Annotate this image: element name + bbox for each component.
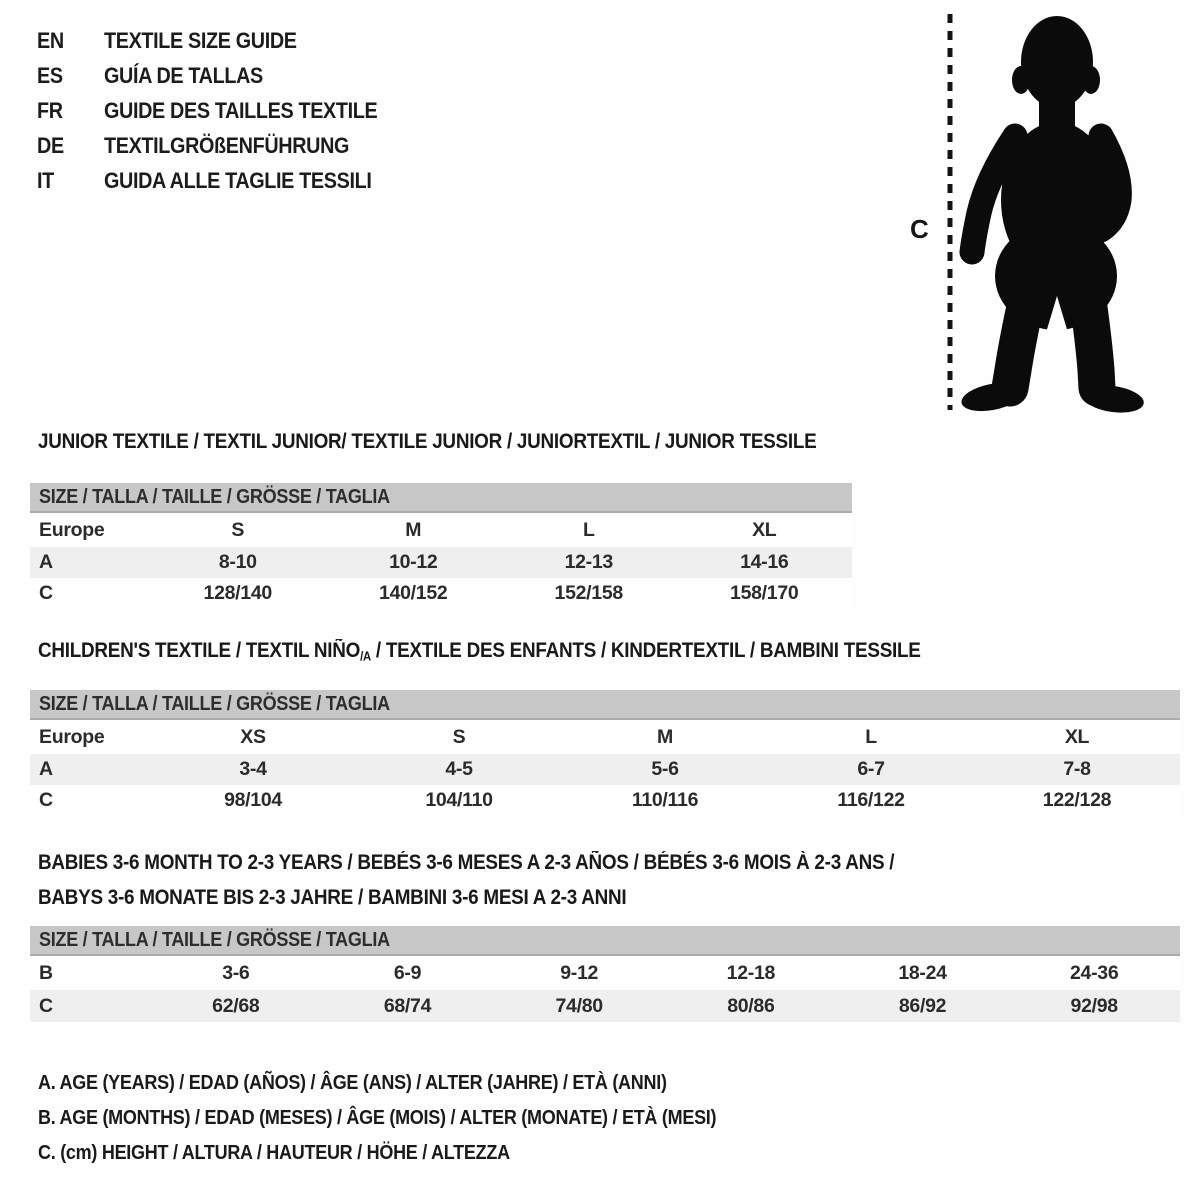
table-row-height [30,578,852,609]
row-label: C [39,994,53,1017]
height-value: 98/104 [224,789,282,811]
age-months-value: 6-9 [393,961,422,984]
language-label: TEXTILE SIZE GUIDE [104,28,297,53]
age-months-value: 18-24 [898,961,947,984]
height-value: 110/116 [631,789,699,811]
height-value: 68/74 [383,994,432,1017]
row-label: B [39,961,53,984]
age-months-value: 12-18 [726,961,776,984]
size-labels-row [30,720,1180,754]
legend-line-a: A. AGE (YEARS) / EDAD (AÑOS) / ÂGE (ANS) / ALTER (JAHRE) / ETÀ (ANNI) [38,1072,667,1094]
age-value: 8-10 [218,551,257,573]
height-value: 92/98 [1070,994,1118,1017]
age-months-value: 9-12 [560,961,599,984]
row-label: C [39,582,53,604]
language-code: ES [37,63,63,88]
region-label: Europe [39,518,105,541]
size-label: S [452,725,466,748]
section-heading-children [38,639,1019,664]
language-code: FR [37,98,63,123]
junior-heading-text: JUNIOR TEXTILE / TEXTIL JUNIOR/ TEXTILE JUNIOR / JUNIORTEXTIL / JUNIOR TESSILE [38,430,817,453]
legend [38,1066,792,1171]
size-label: M [405,518,422,541]
language-code: IT [37,168,54,193]
age-value: 6-7 [857,758,885,780]
section-heading-babies [38,845,989,915]
height-value: 104/110 [425,789,493,811]
height-value: 158/170 [730,582,799,604]
language-code: EN [37,28,64,53]
table-row-height [30,785,1180,816]
legend-line-b: B. AGE (MONTHS) / EDAD (MESES) / ÂGE (MOIS) / ALTER (MONATE) / ETÀ (MESI) [38,1107,717,1129]
height-value: 122/128 [1042,789,1112,811]
children-heading-subscript: /A [360,649,371,664]
table-header-bar: SIZE / TALLA / TAILLE / GRÖSSE / TAGLIA [30,926,1180,956]
row-label: A [39,758,53,780]
size-labels-row [30,513,852,547]
row-label: A [39,551,53,573]
height-value: 86/92 [898,994,947,1017]
section-heading-junior [38,430,903,454]
language-label: GUIDE DES TAILLES TEXTILE [104,98,378,123]
size-label: L [582,518,595,541]
size-label: S [231,518,245,541]
language-label: GUÍA DE TALLAS [104,63,263,88]
language-label: GUIDA ALLE TAGLIE TESSILI [104,168,372,193]
age-value: 3-4 [239,758,267,780]
height-value: 152/158 [554,582,623,604]
age-value: 10-12 [389,551,438,573]
table-row-height [30,990,1180,1022]
size-label: XL [1064,725,1090,748]
age-value: 12-13 [564,551,613,573]
height-value: 80/86 [727,994,775,1017]
baby-figure [875,8,1165,418]
measure-c-label: C [910,214,929,244]
row-label: C [39,789,53,811]
size-table-babies [30,926,1180,1022]
height-value: 62/68 [212,994,260,1017]
size-table-children [30,690,1180,816]
age-value: 4-5 [445,758,473,780]
age-months-value: 24-36 [1070,961,1119,984]
height-value: 128/140 [203,582,272,604]
height-value: 116/122 [837,789,905,811]
table-header-bar: SIZE / TALLA / TAILLE / GRÖSSE / TAGLIA [30,483,852,513]
table-header-bar: SIZE / TALLA / TAILLE / GRÖSSE / TAGLIA [30,690,1180,720]
baby-silhouette-icon [959,16,1145,416]
size-label: M [657,725,673,748]
table-row-age [30,754,1180,785]
age-value: 7-8 [1063,758,1091,780]
height-value: 74/80 [555,994,603,1017]
babies-heading-line2: BABYS 3-6 MONATE BIS 2-3 JAHRE / BAMBINI 3-6 MESI A 2-3 ANNI [38,886,627,909]
height-value: 140/152 [379,582,448,604]
table-row-age [30,547,852,578]
babies-heading-line1: BABIES 3-6 MONTH TO 2-3 YEARS / BEBÉS 3-6 MESES A 2-3 AÑOS / BÉBÉS 3-6 MOIS À 2-3 ANS / [38,851,895,874]
table-row-age-months [30,956,1180,990]
size-label: L [865,725,877,748]
age-value: 5-6 [651,758,679,780]
language-code: DE [37,133,64,158]
age-value: 14-16 [740,551,789,573]
size-table-junior [30,483,852,609]
legend-line-c: C. (cm) HEIGHT / ALTURA / HAUTEUR / HÖHE / ALTEZZA [38,1142,510,1164]
language-label: TEXTILGRÖßENFÜHRUNG [104,133,350,158]
size-label: XL [752,518,777,541]
size-label: XS [240,725,266,748]
age-months-value: 3-6 [222,961,250,984]
children-heading-text: CHILDREN'S TEXTILE / TEXTIL $NIÑO_{/A}$ / TEXTILE DES ENFANTS / KINDERTEXTIL / BAMBINI TESSILE [38,639,921,664]
region-label: Europe [39,725,105,748]
